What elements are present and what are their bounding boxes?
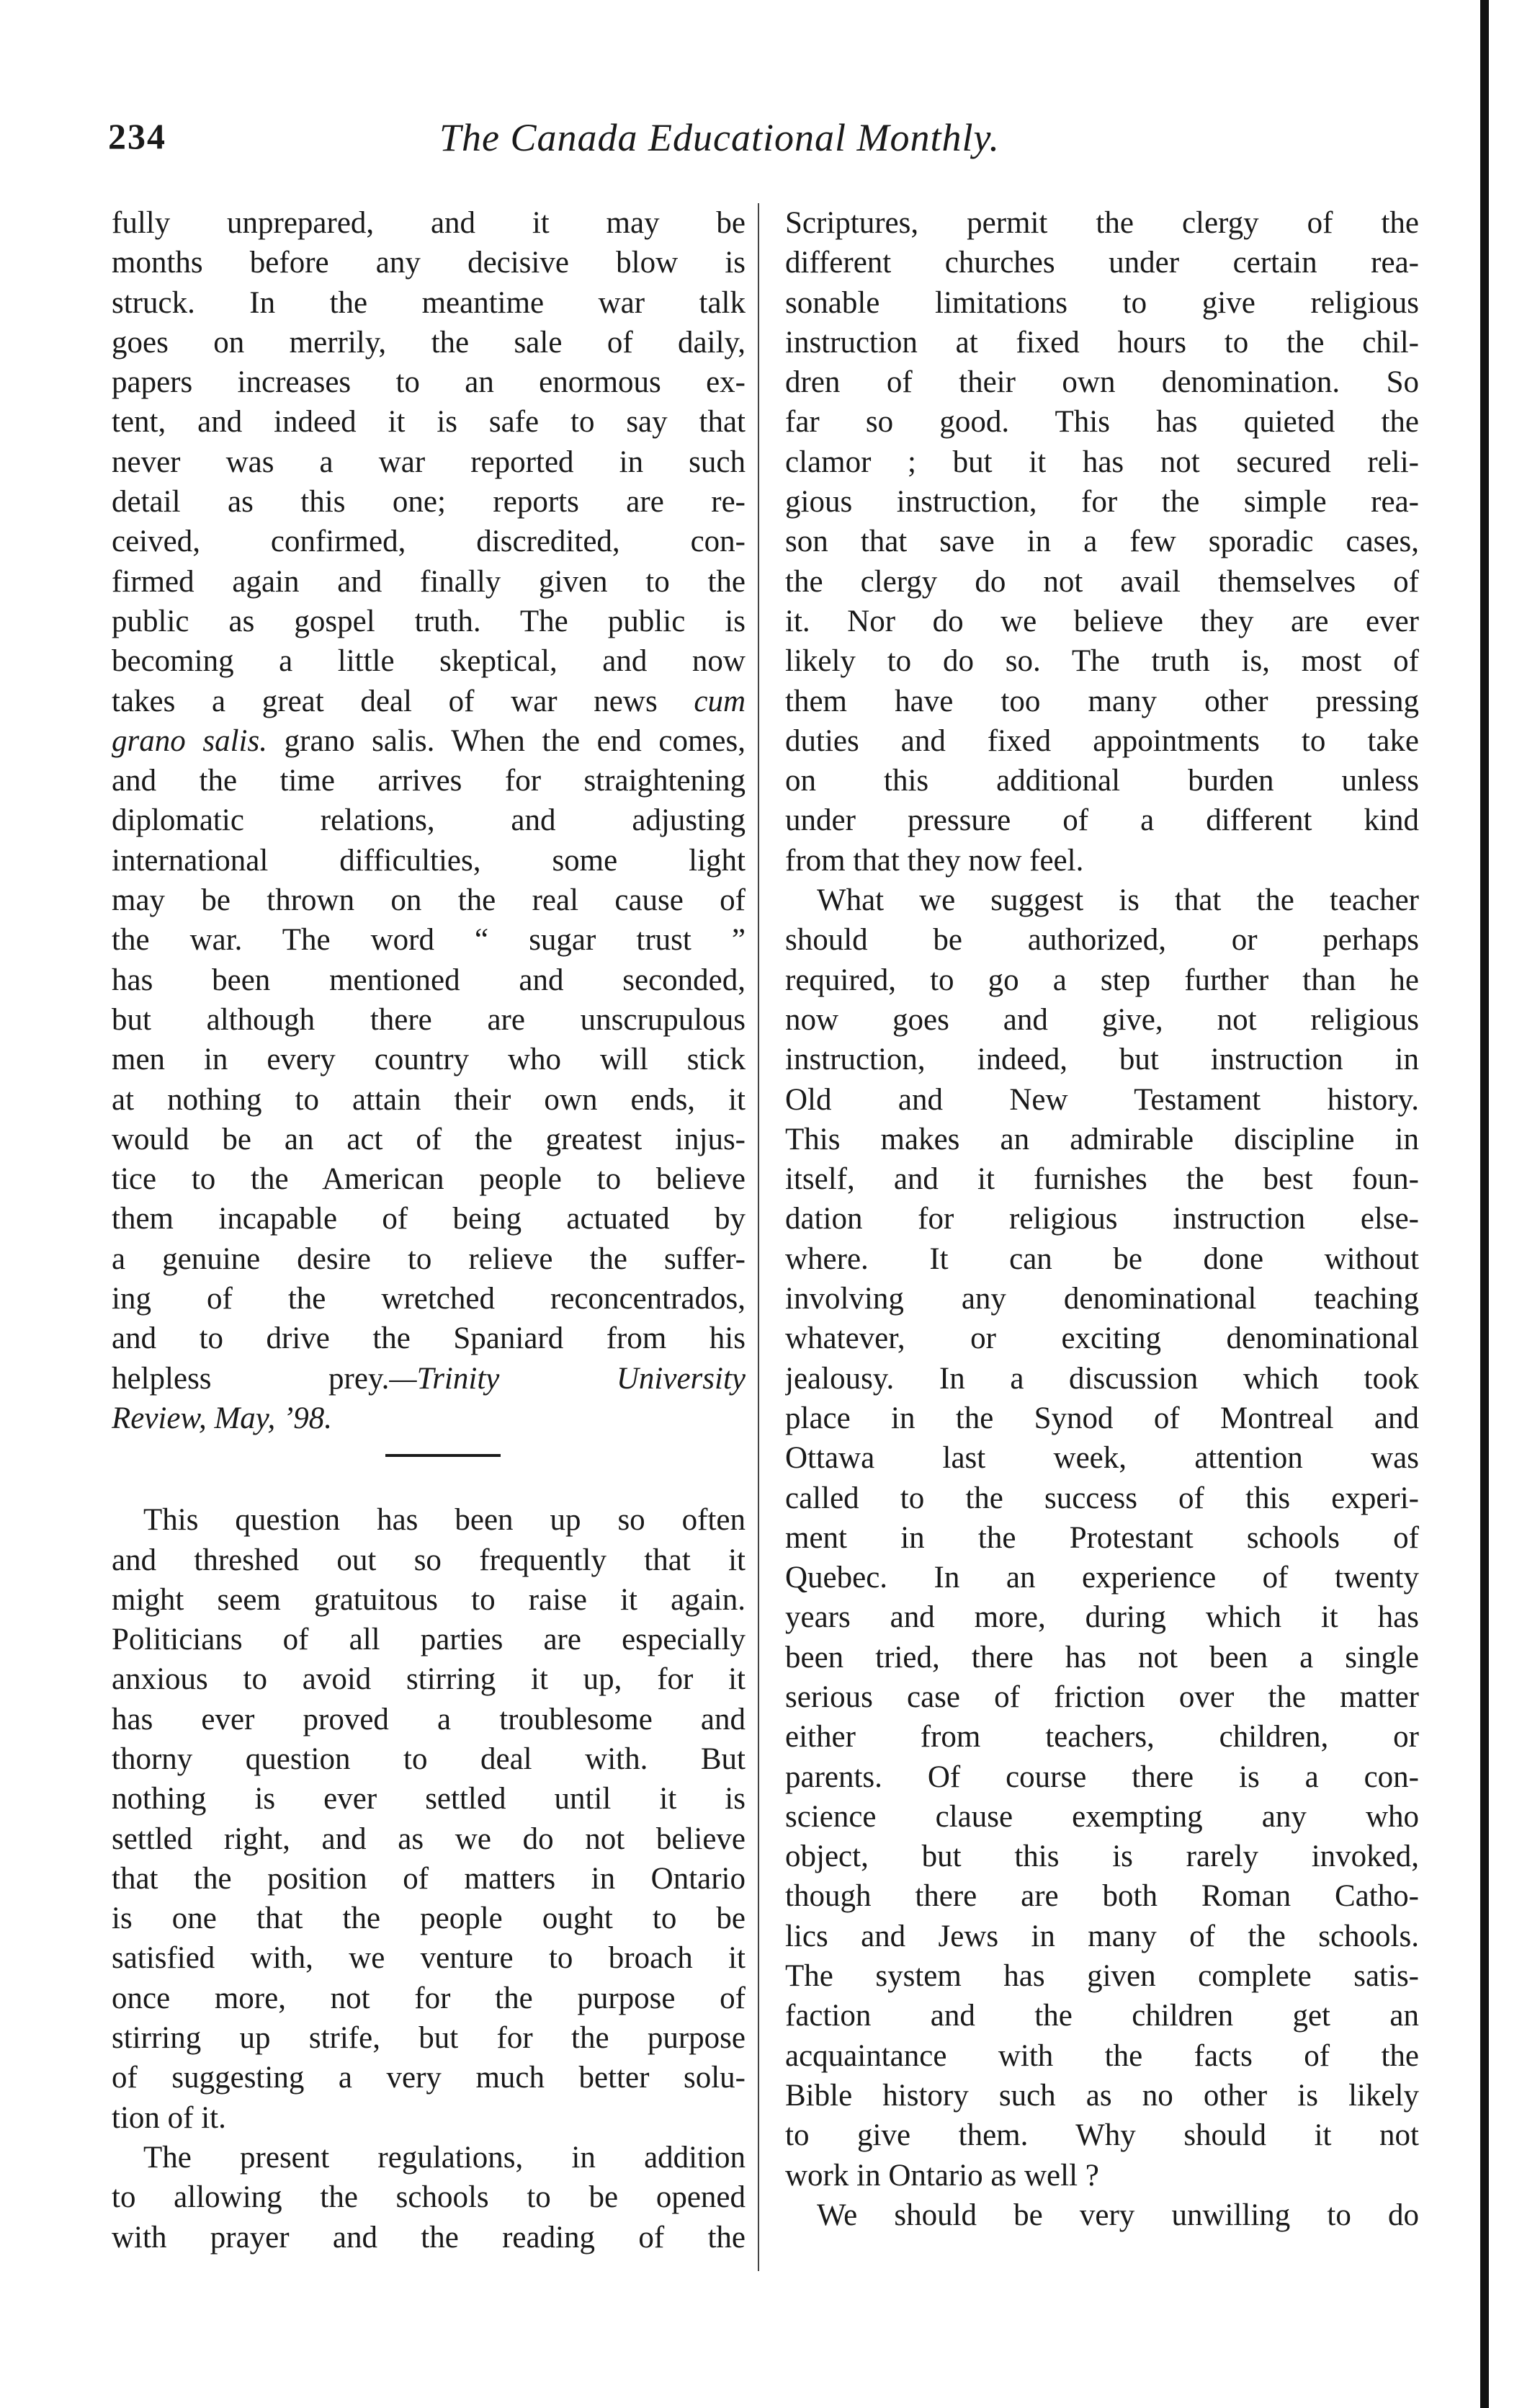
- text-line: The system has given complete satis-: [785, 1959, 1419, 1994]
- text-line: called to the success of this experi-: [785, 1481, 1419, 1515]
- text-run: takes a great deal of war news: [112, 684, 658, 718]
- text-line: tion of it.: [112, 2100, 226, 2135]
- text-line: either from teachers, children, or: [785, 1720, 1419, 1754]
- text-line: has ever proved a troublesome and: [112, 1702, 746, 1736]
- text-line: under pressure of a different kind: [785, 803, 1419, 838]
- text-line: becoming a little skeptical, and now: [112, 644, 746, 679]
- text-line: a genuine desire to relieve the suffer-: [112, 1241, 746, 1276]
- scan-edge-bar: [1480, 0, 1489, 2408]
- text-line: months before any decisive blow is: [112, 246, 746, 280]
- text-line: science clause exempting any who: [785, 1799, 1419, 1834]
- text-line: settled right, and as we do not believe: [112, 1821, 746, 1856]
- text-line: far so good. This has quieted the: [785, 405, 1419, 440]
- text-line: public as gospel truth. The public is: [112, 604, 746, 638]
- text-line: detail as this one; reports are re-: [112, 485, 746, 519]
- text-line: to give them. Why should it not: [785, 2118, 1419, 2153]
- text-line: Scriptures, permit the clergy of the: [785, 206, 1419, 240]
- text-line: object, but this is rarely invoked,: [785, 1840, 1419, 1874]
- text-line: that the position of matters in Ontario: [112, 1861, 746, 1896]
- text-line: gious instruction, for the simple rea-: [785, 485, 1419, 519]
- text-line: might seem gratuitous to raise it again.: [112, 1582, 746, 1617]
- text-run: grano salis. When the end comes,: [284, 723, 746, 758]
- text-line: son that save in a few sporadic cases,: [785, 525, 1419, 559]
- text-line: of suggesting a very much better solu-: [112, 2061, 746, 2095]
- text-line: required, to go a step further than he: [785, 963, 1419, 997]
- paragraph-present-regulations: [112, 2138, 746, 2257]
- text-line: Politicians of all parties are especially: [112, 1623, 746, 1657]
- text-line: stirring up strife, but for the purpose: [112, 2021, 746, 2056]
- text-line: serious case of friction over the matter: [785, 1680, 1419, 1714]
- text-line: place in the Synod of Montreal and: [785, 1401, 1419, 1435]
- text-line: where. It can be done without: [785, 1241, 1419, 1276]
- source-citation-line: Review, May, ’98.: [112, 1401, 333, 1435]
- text-line: may be thrown on the real cause of: [112, 883, 746, 918]
- text-line: anxious to avoid stirring it up, for it: [112, 1662, 746, 1697]
- text-line: What we suggest is that the teacher: [817, 883, 1419, 918]
- text-line: would be an act of the greatest injus-: [112, 1122, 746, 1156]
- text-line: should be authorized, or perhaps: [785, 923, 1419, 958]
- text-line: This question has been up so often: [143, 1503, 746, 1538]
- paragraph-suggestion: [785, 880, 1419, 2195]
- text-line: from that they now feel.: [785, 843, 1084, 878]
- text-line: though there are both Roman Catho-: [785, 1879, 1419, 1914]
- text-line: ing of the wretched reconcentrados,: [112, 1282, 746, 1316]
- text-line: the clergy do not avail themselves of: [785, 564, 1419, 599]
- text-line: ment in the Protestant schools of: [785, 1520, 1419, 1555]
- text-line: them have too many other pressing: [785, 684, 1419, 718]
- text-line: been tried, there has not been a single: [785, 1640, 1419, 1675]
- text-line: dation for religious instruction else-: [785, 1202, 1419, 1236]
- text-line: This makes an admirable discipline in: [785, 1122, 1419, 1156]
- text-line: faction and the children get an: [785, 1999, 1419, 2033]
- text-line: goes on merrily, the sale of daily,: [112, 325, 746, 360]
- text-line: on this additional burden unless: [785, 764, 1419, 798]
- text-line: to allowing the schools to be opened: [112, 2180, 746, 2215]
- text-line: nothing is ever settled until it is: [112, 1782, 746, 1816]
- text-line: tice to the American people to believe: [112, 1162, 746, 1197]
- text-line: instruction, indeed, but instruction in: [785, 1043, 1419, 1077]
- text-line: Ottawa last week, attention was: [785, 1441, 1419, 1476]
- paragraph-scriptures: [785, 203, 1419, 880]
- text-line: Quebec. In an experience of twenty: [785, 1561, 1419, 1595]
- text-line: [112, 721, 746, 761]
- text-line: acquaintance with the facts of the: [785, 2038, 1419, 2073]
- text-line: and to drive the Spaniard from his: [112, 1321, 746, 1356]
- text-line: clamor ; but it has not secured reli-: [785, 445, 1419, 479]
- text-line: never was a war reported in such: [112, 445, 746, 479]
- text-line: [112, 1359, 746, 1399]
- text-line: duties and fixed appointments to take: [785, 723, 1419, 758]
- right-column: [785, 203, 1419, 2235]
- text-line: parents. Of course there is a con-: [785, 1760, 1419, 1794]
- column-divider: [758, 203, 759, 2271]
- text-line: ceived, confirmed, discredited, con-: [112, 525, 746, 559]
- text-line: involving any denominational teaching: [785, 1282, 1419, 1316]
- text-line: instruction at fixed hours to the chil-: [785, 325, 1419, 360]
- paragraph-war-news: [112, 203, 746, 1438]
- text-line: and threshed out so frequently that it: [112, 1543, 746, 1577]
- text-line: jealousy. In a discussion which took: [785, 1361, 1419, 1396]
- italic-cum: cum: [694, 684, 746, 718]
- text-line: once more, not for the purpose of: [112, 1981, 746, 2015]
- paragraph-question: [112, 1500, 746, 2138]
- text-run: helpless prey.: [112, 1361, 390, 1396]
- text-line: papers increases to an enormous ex-: [112, 365, 746, 400]
- text-line: but although there are unscrupulous: [112, 1002, 746, 1037]
- text-line: it. Nor do we believe they are ever: [785, 604, 1419, 638]
- text-line: satisfied with, we venture to broach it: [112, 1941, 746, 1976]
- text-line: is one that the people ought to be: [112, 1901, 746, 1936]
- text-line-with-italic: [112, 682, 746, 721]
- left-column: [112, 203, 746, 2257]
- text-line: years and more, during which it has: [785, 1600, 1419, 1635]
- text-line: the war. The word “ sugar trust ”: [112, 923, 746, 958]
- text-line: different churches under certain rea-: [785, 246, 1419, 280]
- text-line: firmed again and finally given to the: [112, 564, 746, 599]
- page-header: [108, 115, 1131, 173]
- text-line: tent, and indeed it is safe to say that: [112, 405, 746, 440]
- source-citation: —Trinity University: [389, 1361, 746, 1396]
- section-break: [112, 1438, 746, 1500]
- page-number: 234: [108, 116, 166, 156]
- text-line: likely to do so. The truth is, most of: [785, 644, 1419, 679]
- text-line: fully unprepared, and it may be: [112, 206, 746, 240]
- text-line: We should be very unwilling to do: [817, 2198, 1419, 2232]
- text-line: men in every country who will stick: [112, 1043, 746, 1077]
- text-line: itself, and it furnishes the best foun-: [785, 1162, 1419, 1197]
- section-rule: [385, 1454, 501, 1457]
- paragraph-unwilling: [785, 2195, 1419, 2235]
- italic-grano-salis: grano salis.: [112, 723, 267, 758]
- text-line: now goes and give, not religious: [785, 1002, 1419, 1037]
- text-line: dren of their own denomination. So: [785, 365, 1419, 400]
- text-line: Old and New Testament history.: [785, 1082, 1419, 1117]
- text-line: lics and Jews in many of the schools.: [785, 1919, 1419, 1953]
- text-line: sonable limitations to give religious: [785, 285, 1419, 320]
- text-line: The present regulations, in addition: [143, 2140, 746, 2175]
- text-line: and the time arrives for straightening: [112, 764, 746, 798]
- text-line: at nothing to attain their own ends, it: [112, 1082, 746, 1117]
- text-line: Bible history such as no other is likely: [785, 2078, 1419, 2113]
- text-line: international difficulties, some light: [112, 843, 746, 878]
- text-line: diplomatic relations, and adjusting: [112, 803, 746, 838]
- text-line: whatever, or exciting denominational: [785, 1321, 1419, 1356]
- running-title: The Canada Educational Monthly.: [439, 116, 1000, 159]
- text-line: with prayer and the reading of the: [112, 2220, 746, 2255]
- text-line: work in Ontario as well ?: [785, 2158, 1099, 2193]
- text-line: has been mentioned and seconded,: [112, 963, 746, 997]
- text-line: them incapable of being actuated by: [112, 1202, 746, 1236]
- text-line: thorny question to deal with. But: [112, 1742, 746, 1776]
- text-line: struck. In the meantime war talk: [112, 285, 746, 320]
